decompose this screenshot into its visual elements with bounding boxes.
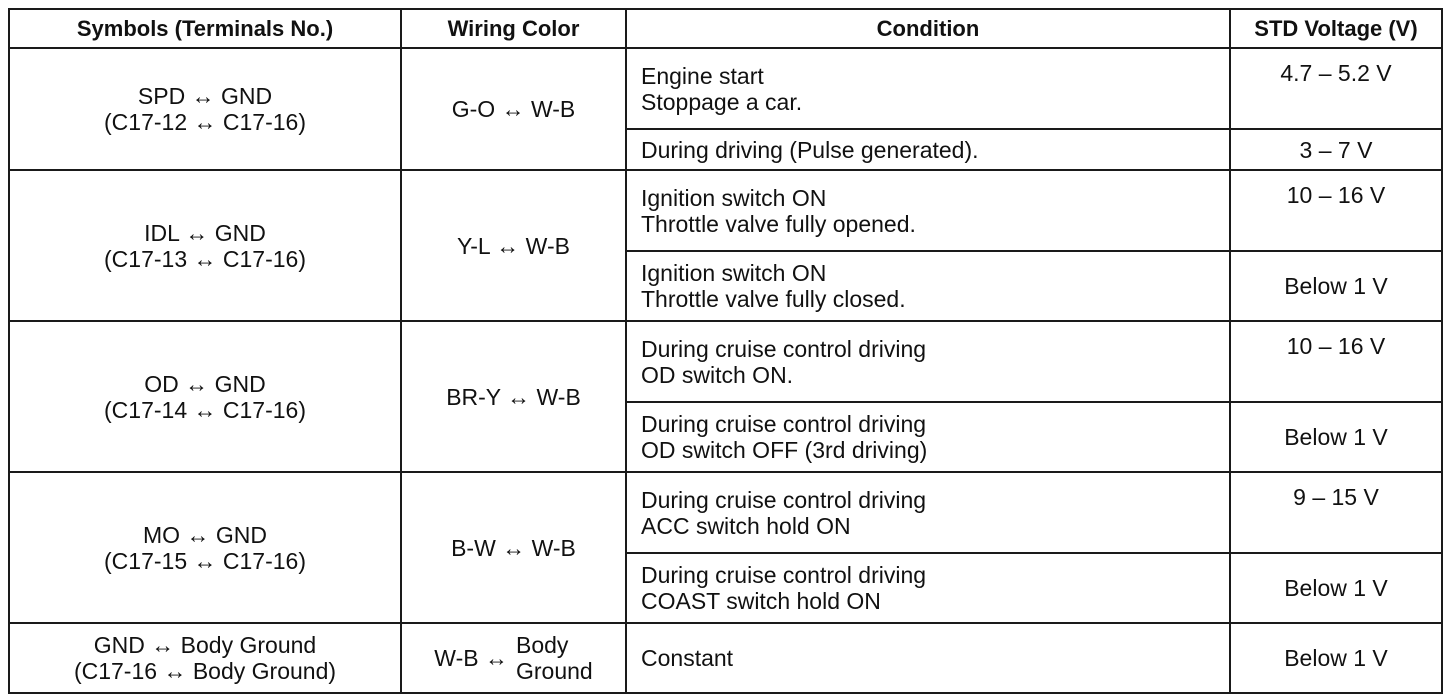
condition-line: During cruise control driving [641, 486, 927, 513]
symbol-cell-gnd [9, 623, 401, 693]
condition-cell [626, 321, 1230, 402]
header-condition: Condition [626, 9, 1230, 48]
terminal-label: (C17-13 ↔ C17-16) [104, 245, 306, 272]
condition-cell [626, 251, 1230, 321]
condition-line: Ignition switch ON [641, 260, 827, 286]
wiring-right-line: Ground [515, 658, 593, 684]
voltage-cell: 4.7 – 5.2 V [1230, 48, 1442, 129]
wiring-right-line: Body [515, 632, 569, 658]
header-symbols: Symbols (Terminals No.) [9, 9, 401, 48]
symbol-cell-idl [9, 170, 401, 321]
condition-line: During cruise control driving [641, 562, 927, 588]
condition-cell [626, 402, 1230, 472]
table-row [9, 48, 1442, 129]
table-row [9, 623, 1442, 693]
terminal-label: (C17-16 ↔ Body Ground) [73, 658, 337, 684]
symbol-label: OD ↔ GND [144, 370, 266, 397]
condition-line: OD switch OFF (3rd driving) [641, 437, 928, 463]
terminal-label: (C17-14 ↔ C17-16) [104, 396, 306, 423]
symbol-cell-mo [9, 472, 401, 623]
wiring-left: W-B ↔ [434, 645, 508, 671]
voltage-cell: Below 1 V [1230, 553, 1442, 623]
condition-line: ACC switch hold ON [641, 512, 851, 539]
header-wiring-color: Wiring Color [401, 9, 626, 48]
condition-line: COAST switch hold ON [641, 588, 881, 614]
header-row [9, 9, 1442, 48]
condition-cell [626, 48, 1230, 129]
voltage-cell: Below 1 V [1230, 251, 1442, 321]
voltage-cell: 3 – 7 V [1230, 129, 1442, 170]
voltage-cell: Below 1 V [1230, 623, 1442, 693]
header-std-voltage: STD Voltage (V) [1230, 9, 1442, 48]
voltage-cell: 10 – 16 V [1230, 170, 1442, 251]
condition-cell [626, 553, 1230, 623]
wiring-color-cell: G-O ↔ W-B [401, 48, 626, 170]
condition-cell [626, 129, 1230, 170]
voltage-spec-table-container [8, 8, 1443, 694]
symbol-label: MO ↔ GND [143, 521, 267, 548]
symbol-label: SPD ↔ GND [137, 83, 273, 109]
table-row [9, 321, 1442, 402]
symbol-label: IDL ↔ GND [144, 219, 266, 246]
condition-line: During cruise control driving [641, 335, 927, 362]
table-row [9, 472, 1442, 553]
voltage-spec-table [8, 8, 1443, 694]
condition-line: Engine start [641, 62, 764, 89]
condition-line: During cruise control driving [641, 411, 927, 437]
voltage-cell: 10 – 16 V [1230, 321, 1442, 402]
wiring-color-cell: BR-Y ↔ W-B [401, 321, 626, 472]
condition-line: OD switch ON. [641, 361, 794, 388]
condition-cell [626, 170, 1230, 251]
terminal-label: (C17-15 ↔ C17-16) [104, 547, 306, 574]
condition-line: Throttle valve fully opened. [641, 210, 916, 237]
wiring-color-cell: B-W ↔ W-B [401, 472, 626, 623]
wiring-color-cell [401, 623, 626, 693]
voltage-cell: Below 1 V [1230, 402, 1442, 472]
symbol-cell-od [9, 321, 401, 472]
condition-line: Stoppage a car. [641, 88, 803, 115]
table-row [9, 170, 1442, 251]
terminal-label: (C17-12 ↔ C17-16) [104, 109, 306, 135]
condition-cell: Constant [626, 623, 1230, 693]
symbol-cell-spd [9, 48, 401, 170]
voltage-cell: 9 – 15 V [1230, 472, 1442, 553]
condition-line: During driving (Pulse generated). [641, 136, 979, 163]
wiring-color-cell: Y-L ↔ W-B [401, 170, 626, 321]
condition-line: Ignition switch ON [641, 184, 827, 211]
symbol-label: GND ↔ Body Ground [93, 632, 317, 658]
condition-line: Throttle valve fully closed. [641, 286, 906, 312]
condition-cell [626, 472, 1230, 553]
